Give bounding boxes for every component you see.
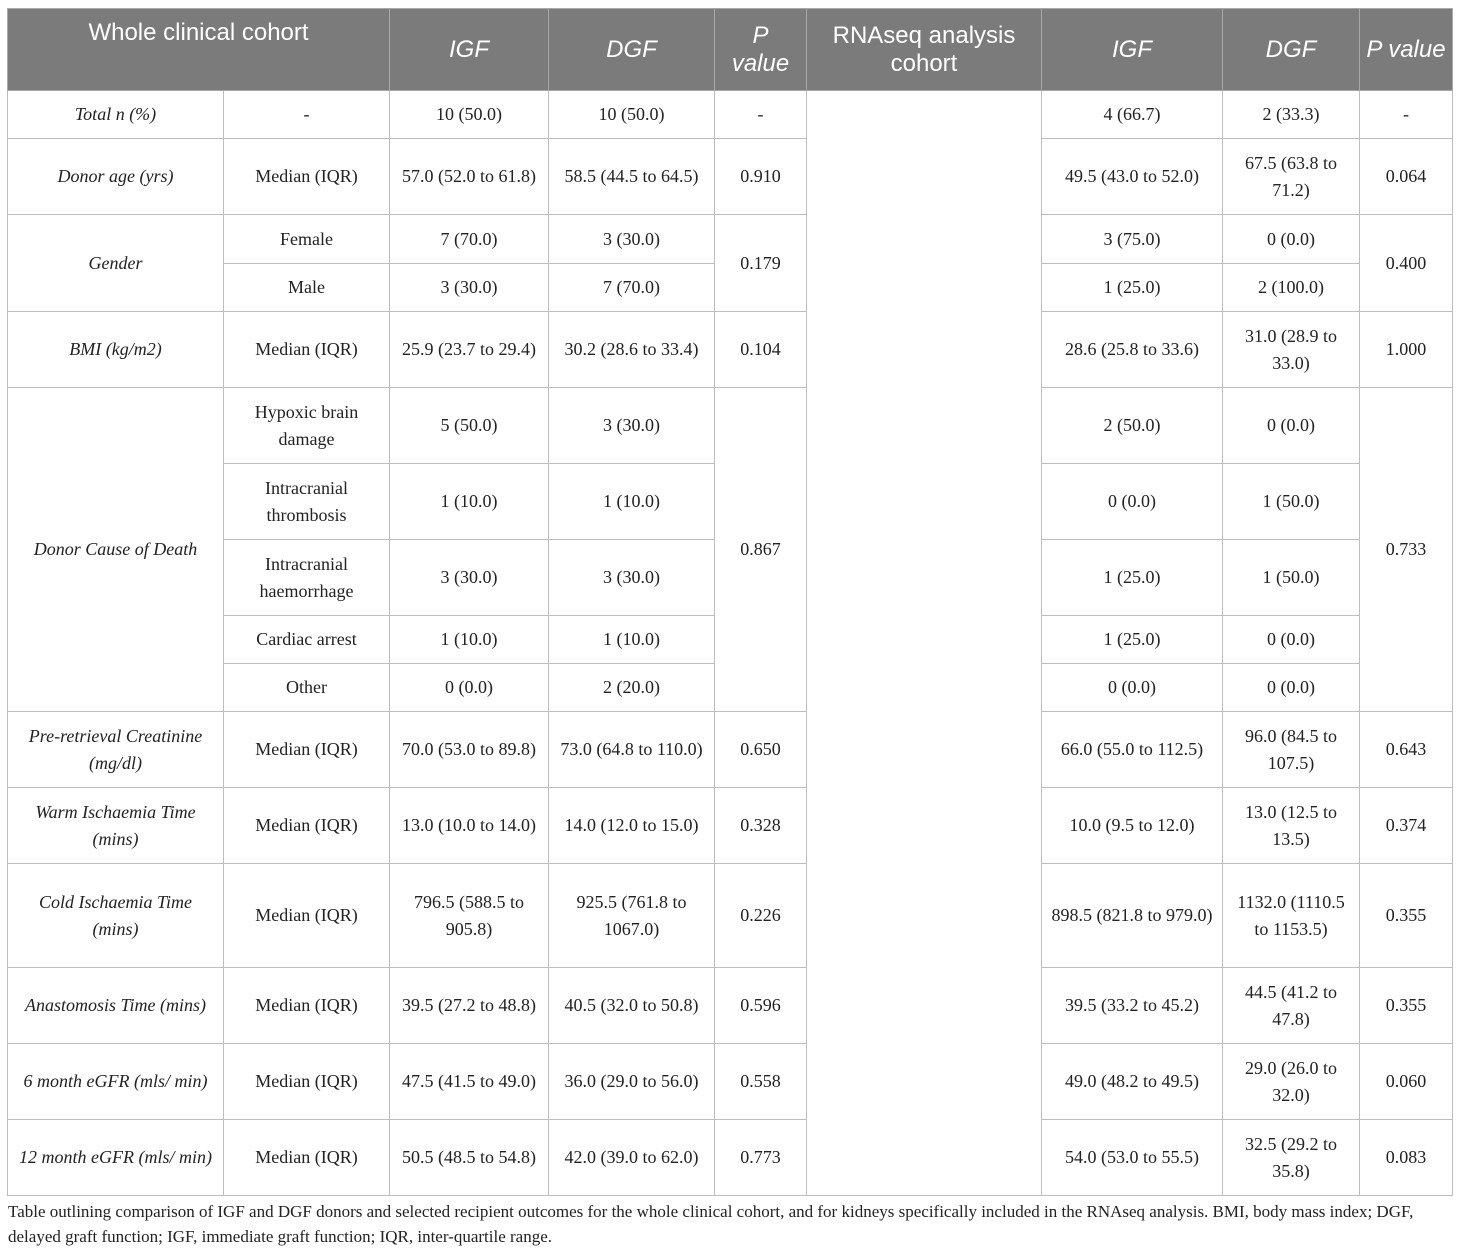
dgf-value: 58.5 (44.5 to 64.5) (549, 139, 715, 215)
rnaseq-p-value: 0.643 (1360, 712, 1453, 788)
igf-value: 39.5 (27.2 to 48.8) (390, 968, 549, 1044)
rnaseq-igf-value: 1 (25.0) (1042, 616, 1223, 664)
rnaseq-label-cell (807, 464, 1042, 540)
rnaseq-dgf-value: 31.0 (28.9 to 33.0) (1223, 312, 1360, 388)
rnaseq-dgf-value: 0 (0.0) (1223, 664, 1360, 712)
variable-label: Warm Ischaemia Time (mins) (8, 788, 224, 864)
dgf-value: 10 (50.0) (549, 91, 715, 139)
statistic-label: Median (IQR) (224, 312, 390, 388)
rnaseq-igf-value: 898.5 (821.8 to 979.0) (1042, 864, 1223, 968)
table-row (8, 388, 1453, 464)
table-row (8, 215, 1453, 264)
variable-label: Gender (8, 215, 224, 312)
variable-label: BMI (kg/m2) (8, 312, 224, 388)
igf-value: 57.0 (52.0 to 61.8) (390, 139, 549, 215)
rnaseq-igf-value: 10.0 (9.5 to 12.0) (1042, 788, 1223, 864)
rnaseq-igf-value: 0 (0.0) (1042, 664, 1223, 712)
statistic-label: Female (224, 215, 390, 264)
rnaseq-dgf-value: 0 (0.0) (1223, 616, 1360, 664)
igf-value: 1 (10.0) (390, 464, 549, 540)
dgf-value: 3 (30.0) (549, 215, 715, 264)
rnaseq-label-cell (807, 1120, 1042, 1196)
rnaseq-dgf-value: 29.0 (26.0 to 32.0) (1223, 1044, 1360, 1120)
table-row (8, 1120, 1453, 1196)
rnaseq-label-cell (807, 139, 1042, 215)
rnaseq-igf-value: 0 (0.0) (1042, 464, 1223, 540)
rnaseq-p-value: 0.355 (1360, 968, 1453, 1044)
p-value: 0.179 (715, 215, 807, 312)
rnaseq-dgf-value: 1 (50.0) (1223, 464, 1360, 540)
variable-label: Total n (%) (8, 91, 224, 139)
rnaseq-igf-value: 2 (50.0) (1042, 388, 1223, 464)
rnaseq-p-value: 0.060 (1360, 1044, 1453, 1120)
rnaseq-label-cell (807, 1044, 1042, 1120)
rnaseq-igf-value: 49.5 (43.0 to 52.0) (1042, 139, 1223, 215)
header-igf: IGF (390, 9, 549, 91)
variable-label: 6 month eGFR (mls/ min) (8, 1044, 224, 1120)
rnaseq-label-cell (807, 664, 1042, 712)
table-row (8, 312, 1453, 388)
rnaseq-label-cell (807, 312, 1042, 388)
variable-label: Donor age (yrs) (8, 139, 224, 215)
statistic-label: Median (IQR) (224, 864, 390, 968)
p-value: 0.773 (715, 1120, 807, 1196)
rnaseq-igf-value: 1 (25.0) (1042, 264, 1223, 312)
rnaseq-igf-value: 54.0 (53.0 to 55.5) (1042, 1120, 1223, 1196)
statistic-label: Median (IQR) (224, 1044, 390, 1120)
p-value: 0.867 (715, 388, 807, 712)
rnaseq-igf-value: 1 (25.0) (1042, 540, 1223, 616)
dgf-value: 3 (30.0) (549, 388, 715, 464)
rnaseq-label-cell (807, 91, 1042, 139)
statistic-label: Male (224, 264, 390, 312)
igf-value: 7 (70.0) (390, 215, 549, 264)
variable-label: 12 month eGFR (mls/ min) (8, 1120, 224, 1196)
dgf-value: 2 (20.0) (549, 664, 715, 712)
igf-value: 50.5 (48.5 to 54.8) (390, 1120, 549, 1196)
table-row (8, 788, 1453, 864)
rnaseq-label-cell (807, 788, 1042, 864)
p-value: 0.650 (715, 712, 807, 788)
rnaseq-p-value: 1.000 (1360, 312, 1453, 388)
variable-label: Cold Ischaemia Time (mins) (8, 864, 224, 968)
rnaseq-dgf-value: 1132.0 (1110.5 to 1153.5) (1223, 864, 1360, 968)
table-row (8, 1044, 1453, 1120)
dgf-value: 40.5 (32.0 to 50.8) (549, 968, 715, 1044)
igf-value: 5 (50.0) (390, 388, 549, 464)
dgf-value: 36.0 (29.0 to 56.0) (549, 1044, 715, 1120)
rnaseq-label-cell (807, 264, 1042, 312)
statistic-label: Cardiac arrest (224, 616, 390, 664)
header-rnaseq-igf: IGF (1042, 9, 1223, 91)
dgf-value: 42.0 (39.0 to 62.0) (549, 1120, 715, 1196)
igf-value: 3 (30.0) (390, 264, 549, 312)
variable-label: Donor Cause of Death (8, 388, 224, 712)
table-row (8, 968, 1453, 1044)
rnaseq-label-cell (807, 388, 1042, 464)
p-value: 0.328 (715, 788, 807, 864)
rnaseq-igf-value: 39.5 (33.2 to 45.2) (1042, 968, 1223, 1044)
igf-value: 13.0 (10.0 to 14.0) (390, 788, 549, 864)
p-value: 0.226 (715, 864, 807, 968)
rnaseq-p-value: 0.355 (1360, 864, 1453, 968)
igf-value: 25.9 (23.7 to 29.4) (390, 312, 549, 388)
dgf-value: 14.0 (12.0 to 15.0) (549, 788, 715, 864)
p-value: 0.558 (715, 1044, 807, 1120)
rnaseq-label-cell (807, 540, 1042, 616)
p-value: 0.910 (715, 139, 807, 215)
rnaseq-igf-value: 28.6 (25.8 to 33.6) (1042, 312, 1223, 388)
rnaseq-dgf-value: 32.5 (29.2 to 35.8) (1223, 1120, 1360, 1196)
table-row (8, 712, 1453, 788)
statistic-label: Median (IQR) (224, 1120, 390, 1196)
header-rnaseq-dgf: DGF (1223, 9, 1360, 91)
rnaseq-igf-value: 49.0 (48.2 to 49.5) (1042, 1044, 1223, 1120)
rnaseq-dgf-value: 1 (50.0) (1223, 540, 1360, 616)
header-rnaseq-p-value: P value (1360, 9, 1453, 91)
igf-value: 0 (0.0) (390, 664, 549, 712)
table-row (8, 864, 1453, 968)
dgf-value: 1 (10.0) (549, 616, 715, 664)
rnaseq-label-cell (807, 215, 1042, 264)
rnaseq-dgf-value: 0 (0.0) (1223, 215, 1360, 264)
p-value: 0.104 (715, 312, 807, 388)
statistic-label: Hypoxic brain damage (224, 388, 390, 464)
rnaseq-p-value: 0.733 (1360, 388, 1453, 712)
p-value: 0.596 (715, 968, 807, 1044)
header-whole-cohort: Whole clinical cohort (8, 9, 390, 91)
comparison-table (7, 8, 1453, 1196)
statistic-label: Median (IQR) (224, 968, 390, 1044)
variable-label: Anastomosis Time (mins) (8, 968, 224, 1044)
rnaseq-dgf-value: 44.5 (41.2 to 47.8) (1223, 968, 1360, 1044)
rnaseq-dgf-value: 13.0 (12.5 to 13.5) (1223, 788, 1360, 864)
header-row (8, 9, 1453, 91)
statistic-label: Intracranial haemorrhage (224, 540, 390, 616)
rnaseq-igf-value: 4 (66.7) (1042, 91, 1223, 139)
rnaseq-label-cell (807, 616, 1042, 664)
dgf-value: 925.5 (761.8 to 1067.0) (549, 864, 715, 968)
rnaseq-label-cell (807, 864, 1042, 968)
rnaseq-p-value: 0.083 (1360, 1120, 1453, 1196)
header-p-value: P value (715, 9, 807, 91)
rnaseq-dgf-value: 67.5 (63.8 to 71.2) (1223, 139, 1360, 215)
igf-value: 1 (10.0) (390, 616, 549, 664)
statistic-label: - (224, 91, 390, 139)
dgf-value: 30.2 (28.6 to 33.4) (549, 312, 715, 388)
dgf-value: 3 (30.0) (549, 540, 715, 616)
rnaseq-label-cell (807, 968, 1042, 1044)
rnaseq-p-value: 0.064 (1360, 139, 1453, 215)
rnaseq-label-cell (807, 712, 1042, 788)
dgf-value: 73.0 (64.8 to 110.0) (549, 712, 715, 788)
rnaseq-igf-value: 66.0 (55.0 to 112.5) (1042, 712, 1223, 788)
igf-value: 796.5 (588.5 to 905.8) (390, 864, 549, 968)
rnaseq-p-value: - (1360, 91, 1453, 139)
statistic-label: Median (IQR) (224, 712, 390, 788)
igf-value: 70.0 (53.0 to 89.8) (390, 712, 549, 788)
p-value: - (715, 91, 807, 139)
rnaseq-dgf-value: 2 (33.3) (1223, 91, 1360, 139)
rnaseq-dgf-value: 96.0 (84.5 to 107.5) (1223, 712, 1360, 788)
statistic-label: Intracranial thrombosis (224, 464, 390, 540)
rnaseq-dgf-value: 2 (100.0) (1223, 264, 1360, 312)
rnaseq-p-value: 0.400 (1360, 215, 1453, 312)
variable-label: Pre-retrieval Creatinine (mg/dl) (8, 712, 224, 788)
igf-value: 3 (30.0) (390, 540, 549, 616)
statistic-label: Median (IQR) (224, 139, 390, 215)
table-footnote: Table outlining comparison of IGF and DGF donors and selected recipient outcomes for the whole clinical cohort, and for kidneys specifically included in the RNAseq analysis. BMI, body mass index; DGF, delayed graft function; IGF, immediate graft function; IQR, inter-quartile range. (8, 1202, 1414, 1246)
header-rnaseq-cohort: RNAseq analysis cohort (807, 9, 1042, 91)
rnaseq-igf-value: 3 (75.0) (1042, 215, 1223, 264)
dgf-value: 7 (70.0) (549, 264, 715, 312)
dgf-value: 1 (10.0) (549, 464, 715, 540)
rnaseq-p-value: 0.374 (1360, 788, 1453, 864)
statistic-label: Median (IQR) (224, 788, 390, 864)
rnaseq-dgf-value: 0 (0.0) (1223, 388, 1360, 464)
igf-value: 10 (50.0) (390, 91, 549, 139)
header-dgf: DGF (549, 9, 715, 91)
statistic-label: Other (224, 664, 390, 712)
table-row (8, 139, 1453, 215)
igf-value: 47.5 (41.5 to 49.0) (390, 1044, 549, 1120)
table-row (8, 91, 1453, 139)
